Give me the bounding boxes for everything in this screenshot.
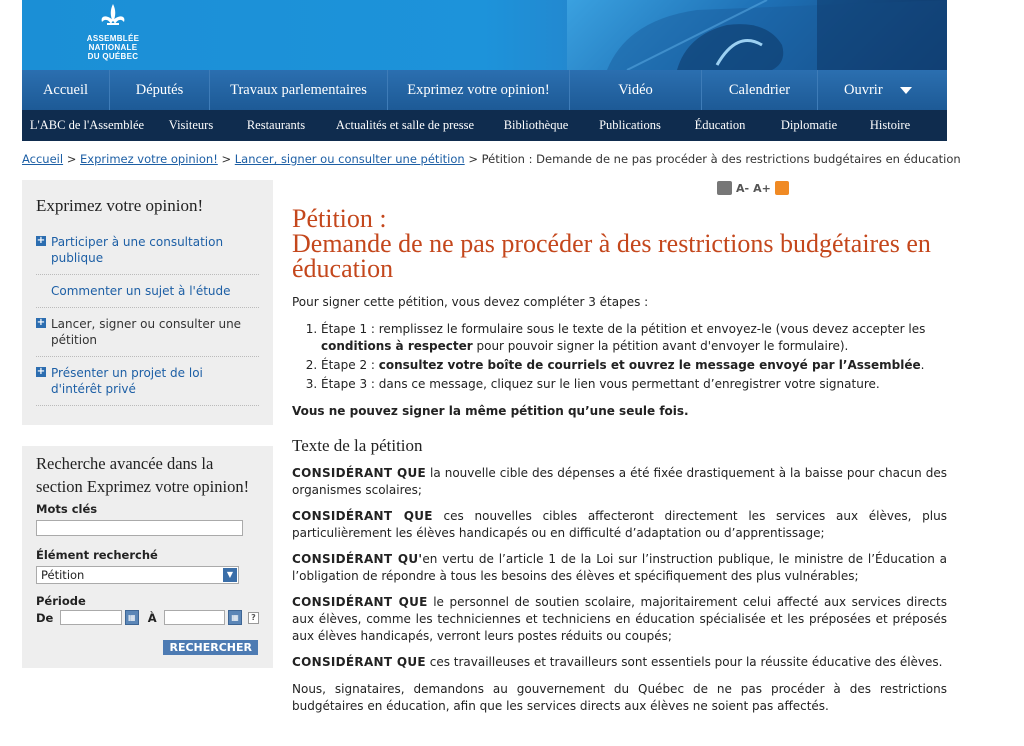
sidebar-item-label: Présenter un projet de loi d'intérêt privé (51, 366, 203, 396)
step-2 (321, 357, 947, 374)
keywords-label: Mots clés (36, 502, 98, 516)
nav-exprimez-votre-opinion[interactable]: Exprimez votre opinion! (388, 70, 570, 110)
step-2-end: . (920, 358, 925, 372)
calendar-icon[interactable]: ▦ (228, 610, 242, 625)
logo-text: ASSEMBLÉE NATIONALE DU QUÉBEC (86, 34, 140, 61)
closing-statement: Nous, signataires, demandons au gouvernement du Québec de ne pas procéder à des restrictions budgétaires en éducation, afin que les services directs aux élèves ne soient pas affectés. (292, 682, 947, 713)
secondary-navigation (22, 110, 947, 141)
element-select[interactable] (36, 566, 239, 584)
calendar-icon[interactable]: ▦ (125, 610, 139, 625)
keywords-input[interactable] (36, 520, 243, 536)
considerant-text: ces nouvelles cibles affecteront directement les services aux élèves, plus particulièrement les élèves handicapés ou en difficulté d’adaptation ou d’apprentissage; (292, 509, 947, 540)
print-icon[interactable] (717, 181, 732, 195)
considerant-4 (292, 594, 947, 645)
main-content (292, 206, 947, 715)
considerant-lead: CONSIDÉRANT QU' (292, 552, 423, 566)
subnav-actualites[interactable]: Actualités et salle de presse (335, 118, 475, 132)
breadcrumb-petition[interactable]: Lancer, signer ou consulter une pétition (234, 152, 465, 166)
subnav-diplomatie[interactable]: Diplomatie (780, 118, 838, 132)
plus-icon[interactable]: + (36, 366, 46, 377)
considerant-text: en vertu de l’article 1 de la Loi sur l’instruction publique, le ministre de l’Éducation a l’obligation de répondre à tous les besoins des élèves et spécifiquement des plus vulnérables; (292, 552, 948, 583)
considerant-lead: CONSIDÉRANT QUE (292, 595, 428, 609)
fleur-de-lis-icon (98, 2, 128, 30)
plus-icon[interactable]: + (36, 317, 46, 328)
from-label: De (36, 610, 54, 625)
advanced-search-panel (22, 446, 273, 668)
conditions-link[interactable]: conditions à respecter (321, 339, 473, 353)
help-icon[interactable]: ? (248, 612, 259, 624)
considerant-5 (292, 654, 947, 671)
breadcrumb-current: Pétition : Demande de ne pas procéder à des restrictions budgétaires en éducation (481, 152, 961, 166)
plus-icon[interactable]: + (36, 235, 46, 246)
header-banner (22, 0, 947, 70)
period-row (36, 610, 259, 625)
warning-text: Vous ne pouvez signer la même pétition qu’une seule fois. (292, 404, 689, 418)
considerant-lead: CONSIDÉRANT QUE (292, 655, 426, 669)
font-larger-button[interactable]: A+ (753, 181, 771, 195)
assemblee-logo[interactable] (82, 2, 144, 61)
sidebar-item-label: Lancer, signer ou consulter une pétition (51, 317, 242, 347)
breadcrumb-separator: > (221, 152, 232, 166)
element-select-value: Pétition (41, 568, 85, 582)
sidebar-item-projet-de-loi[interactable] (36, 357, 259, 406)
page-tools (717, 181, 789, 195)
period-label: Période (36, 594, 86, 608)
subnav-bibliotheque[interactable]: Bibliothèque (503, 118, 569, 132)
considerant-text: le personnel de soutien scolaire, majoritairement celui affecté aux services directs aux élèves, comme les techniciennes et techniciens en éducation spécialisée et les préposées et préposés aux élèves handicapés, verront leurs postes réduits ou coupés; (292, 595, 947, 643)
page-title-line2: Demande de ne pas procéder à des restrictions budgétaires en éducation (292, 229, 931, 283)
considerant-text: ces travailleuses et travailleurs sont essentiels pour la réussite éducative des élèves. (425, 655, 943, 669)
to-date-input[interactable] (164, 610, 226, 625)
breadcrumb-accueil[interactable]: Accueil (22, 152, 64, 166)
step-2-bold: consultez votre boîte de courriels et ouvrez le message envoyé par l’Assemblée (378, 358, 921, 372)
font-smaller-button[interactable]: A- (736, 181, 750, 195)
nav-calendrier[interactable]: Calendrier (702, 70, 818, 110)
nav-deputes[interactable]: Députés (110, 70, 210, 110)
element-label: Élément recherché (36, 548, 158, 562)
nav-accueil[interactable]: Accueil (22, 70, 110, 110)
dropdown-arrow-icon[interactable]: ▼ (223, 568, 237, 582)
step-1-text-end: pour pouvoir signer la pétition avant d'envoyer le formulaire). (472, 339, 849, 353)
sidebar-item-label: Participer à une consultation publique (51, 235, 224, 265)
considerant-1 (292, 465, 947, 499)
intro-text: Pour signer cette pétition, vous devez compléter 3 étapes : (292, 295, 649, 309)
main-navigation (22, 70, 947, 110)
breadcrumb-exprimez[interactable]: Exprimez votre opinion! (80, 152, 218, 166)
subnav-education[interactable]: Éducation (694, 118, 746, 132)
sidebar-item-consultation[interactable] (36, 226, 259, 275)
breadcrumb (22, 152, 961, 166)
search-button[interactable]: RECHERCHER (163, 640, 258, 655)
triangle-down-icon (900, 87, 912, 94)
breadcrumb-separator: > (468, 152, 478, 166)
page-title-line1: Pétition : (292, 204, 387, 233)
breadcrumb-separator: > (66, 152, 77, 166)
subnav-visiteurs[interactable]: Visiteurs (168, 118, 214, 132)
considerant-2 (292, 508, 947, 542)
step-2-text: Étape 2 : (321, 358, 379, 372)
sidebar-item-commenter[interactable] (36, 275, 259, 308)
nav-video[interactable]: Vidéo (570, 70, 702, 110)
steps-list (321, 321, 947, 393)
page-title (292, 206, 947, 281)
nav-ouvrir-label: Ouvrir (844, 82, 883, 98)
to-label: À (147, 610, 157, 625)
sidebar-menu (22, 180, 273, 425)
rss-icon[interactable] (775, 181, 789, 195)
subnav-abc[interactable]: L'ABC de l'Assemblée (29, 118, 145, 132)
search-title: Recherche avancée dans la section Exprimez votre opinion! (36, 454, 250, 496)
step-3: 3. Étape 3 : dans ce message, cliquez sur le lien vous permettant d’enregistrer votre signature. (321, 376, 947, 393)
banner-architecture-image (567, 0, 947, 70)
considerant-lead: CONSIDÉRANT QUE (292, 509, 433, 523)
considerant-3 (292, 551, 947, 585)
petition-text-heading: Texte de la pétition (292, 436, 423, 455)
nav-ouvrir-menu[interactable] (818, 70, 947, 110)
considerant-lead: CONSIDÉRANT QUE (292, 466, 427, 480)
considerant-text: la nouvelle cible des dépenses a été fixée drastiquement à la baisse pour chacun des organismes scolaires; (292, 466, 947, 497)
sidebar-item-petition[interactable] (36, 308, 259, 357)
subnav-restaurants[interactable]: Restaurants (246, 118, 306, 132)
step-1-text: Étape 1 : remplissez le formulaire sous le texte de la pétition et envoyez-le (vous devez accepter les (321, 322, 926, 336)
nav-travaux-parlementaires[interactable]: Travaux parlementaires (210, 70, 388, 110)
from-date-input[interactable] (60, 610, 122, 625)
step-1 (321, 321, 947, 355)
sidebar-title: Exprimez votre opinion! (36, 196, 204, 215)
subnav-publications[interactable]: Publications (599, 118, 661, 132)
sidebar-item-label: Commenter un sujet à l'étude (51, 284, 231, 298)
subnav-histoire[interactable]: Histoire (869, 118, 911, 132)
